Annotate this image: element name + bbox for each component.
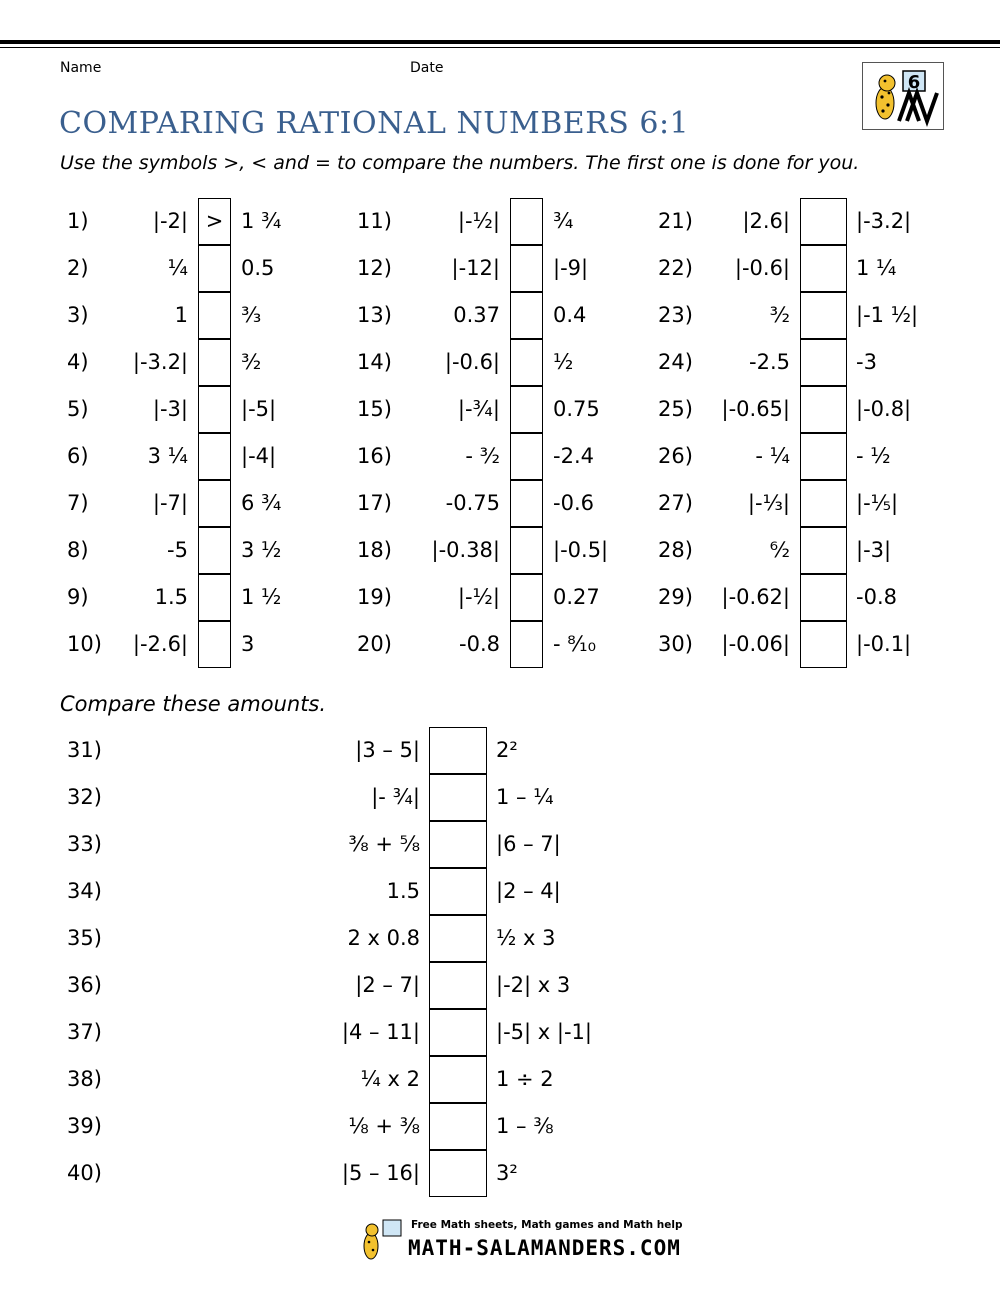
left-expression: |5 – 16| — [341, 1161, 420, 1185]
answer-box[interactable] — [198, 574, 231, 621]
right-value: |-5| — [241, 397, 277, 421]
problem-number: 26) — [658, 444, 693, 468]
right-value: 0.4 — [553, 303, 587, 327]
right-value: ³⁄₃ — [241, 303, 262, 327]
problem-number: 21) — [658, 209, 693, 233]
left-value: -0.8 — [459, 632, 500, 656]
left-value: -5 — [167, 538, 188, 562]
problem-number: 34) — [67, 879, 102, 903]
date-label: Date — [410, 60, 444, 76]
right-value: |-3| — [856, 538, 892, 562]
right-value: |-1 ½| — [856, 303, 919, 327]
answer-box[interactable]: > — [198, 198, 231, 245]
answer-box[interactable] — [198, 245, 231, 292]
problem-number: 29) — [658, 585, 693, 609]
left-value: |-0.6| — [734, 256, 790, 280]
answer-box[interactable] — [429, 1009, 487, 1056]
problem-number: 14) — [357, 350, 392, 374]
left-value: ¼ — [167, 256, 188, 280]
left-value: ⁶⁄₂ — [769, 538, 790, 562]
left-value: |-3| — [152, 397, 188, 421]
right-value: -2.4 — [553, 444, 594, 468]
right-expression: |-5| x |-1| — [496, 1020, 592, 1044]
right-value: -0.6 — [553, 491, 594, 515]
right-value: 0.5 — [241, 256, 275, 280]
problem-number: 22) — [658, 256, 693, 280]
left-expression: |4 – 11| — [341, 1020, 420, 1044]
answer-box[interactable] — [510, 574, 543, 621]
answer-box[interactable] — [510, 292, 543, 339]
answer-box[interactable] — [429, 915, 487, 962]
left-value: |-0.65| — [721, 397, 790, 421]
problem-number: 36) — [67, 973, 102, 997]
answer-box[interactable] — [800, 198, 847, 245]
problem-number: 12) — [357, 256, 392, 280]
answer-box[interactable] — [800, 433, 847, 480]
answer-box[interactable] — [429, 727, 487, 774]
problem-number: 18) — [357, 538, 392, 562]
right-expression: 2² — [496, 738, 518, 762]
answer-box[interactable] — [429, 1150, 487, 1197]
problem-number: 9) — [67, 585, 89, 609]
answer-box[interactable] — [510, 527, 543, 574]
left-value: |-0.62| — [721, 585, 790, 609]
problem-number: 3) — [67, 303, 89, 327]
left-value: 0.37 — [453, 303, 500, 327]
right-value: 6 ¾ — [241, 491, 282, 515]
answer-box[interactable] — [198, 621, 231, 668]
problem-number: 4) — [67, 350, 89, 374]
left-expression: 1.5 — [386, 879, 420, 903]
left-expression: ¼ x 2 — [360, 1067, 420, 1091]
problem-number: 16) — [357, 444, 392, 468]
problem-number: 37) — [67, 1020, 102, 1044]
problem-number: 1) — [67, 209, 89, 233]
problem-number: 10) — [67, 632, 102, 656]
problem-number: 40) — [67, 1161, 102, 1185]
problem-number: 20) — [357, 632, 392, 656]
left-value: |-0.6| — [444, 350, 500, 374]
answer-box[interactable] — [510, 339, 543, 386]
problem-number: 2) — [67, 256, 89, 280]
problem-number: 27) — [658, 491, 693, 515]
left-value: |-2| — [152, 209, 188, 233]
problem-number: 15) — [357, 397, 392, 421]
left-value: |-¹⁄₃| — [747, 491, 790, 515]
right-expression: 3² — [496, 1161, 518, 1185]
problem-number: 6) — [67, 444, 89, 468]
right-value: - ⁸⁄₁₀ — [553, 632, 597, 656]
problem-number: 39) — [67, 1114, 102, 1138]
name-label: Name — [60, 60, 102, 76]
left-value: |-½| — [457, 209, 500, 233]
right-value: |-3.2| — [856, 209, 912, 233]
left-value: 1 — [174, 303, 188, 327]
right-expression: 1 ÷ 2 — [496, 1067, 554, 1091]
left-value: |-3.2| — [132, 350, 188, 374]
answer-box[interactable] — [800, 386, 847, 433]
right-value: ½ — [553, 350, 574, 374]
problem-number: 13) — [357, 303, 392, 327]
right-value: 1 ¾ — [241, 209, 282, 233]
right-value: 0.75 — [553, 397, 600, 421]
answer-box[interactable] — [800, 574, 847, 621]
left-value: - ³⁄₂ — [465, 444, 500, 468]
problem-number: 28) — [658, 538, 693, 562]
answer-box[interactable] — [510, 386, 543, 433]
salamander-logo — [862, 62, 944, 130]
right-expression: ½ x 3 — [496, 926, 556, 950]
right-expression: 1 – ⅜ — [496, 1114, 554, 1138]
answer-box[interactable] — [429, 821, 487, 868]
right-expression: |2 – 4| — [496, 879, 561, 903]
right-expression: 1 – ¼ — [496, 785, 554, 809]
left-value: |-½| — [457, 585, 500, 609]
right-value: |-9| — [553, 256, 589, 280]
problem-number: 5) — [67, 397, 89, 421]
left-value: -2.5 — [749, 350, 790, 374]
answer-box[interactable] — [429, 774, 487, 821]
answer-box[interactable] — [429, 1056, 487, 1103]
answer-box[interactable] — [510, 621, 543, 668]
left-value: |-12| — [451, 256, 500, 280]
left-value: - ¼ — [755, 444, 790, 468]
problem-number: 25) — [658, 397, 693, 421]
answer-box[interactable] — [198, 339, 231, 386]
problem-number: 33) — [67, 832, 102, 856]
problem-number: 17) — [357, 491, 392, 515]
answer-box[interactable] — [800, 527, 847, 574]
top-rule-thin — [0, 47, 1000, 48]
left-value: |-0.06| — [721, 632, 790, 656]
problem-number: 11) — [357, 209, 392, 233]
problem-number: 24) — [658, 350, 693, 374]
left-value: ³⁄₂ — [769, 303, 790, 327]
section2-heading: Compare these amounts. — [60, 692, 327, 716]
right-value: -3 — [856, 350, 877, 374]
left-value: |-¾| — [457, 397, 500, 421]
left-value: |-2.6| — [132, 632, 188, 656]
answer-box[interactable] — [429, 1103, 487, 1150]
left-value: 3 ¼ — [147, 444, 188, 468]
answer-box[interactable] — [800, 621, 847, 668]
right-value: 1 ½ — [241, 585, 282, 609]
answer-box[interactable] — [198, 386, 231, 433]
answer-box[interactable] — [429, 962, 487, 1009]
right-expression: |6 – 7| — [496, 832, 561, 856]
right-value: |-0.8| — [856, 397, 912, 421]
answer-box[interactable] — [510, 198, 543, 245]
instructions: Use the symbols >, < and = to compare the numbers. The first one is done for you. — [60, 152, 860, 174]
left-expression: |- ¾| — [371, 785, 420, 809]
problem-number: 8) — [67, 538, 89, 562]
problem-number: 35) — [67, 926, 102, 950]
footer-tagline: Free Math sheets, Math games and Math help — [411, 1219, 683, 1231]
left-value: |-7| — [152, 491, 188, 515]
left-expression: ⅛ + ⅜ — [348, 1114, 420, 1138]
problem-number: 23) — [658, 303, 693, 327]
answer-box[interactable] — [800, 480, 847, 527]
problem-number: 31) — [67, 738, 102, 762]
right-value: ¾ — [553, 209, 574, 233]
page-title: COMPARING RATIONAL NUMBERS 6:1 — [59, 106, 690, 141]
footer-brand: MATH-SALAMANDERS.COM — [408, 1236, 681, 1260]
left-expression: ³⁄₈ + ⁵⁄₈ — [348, 832, 420, 856]
answer-box[interactable] — [198, 480, 231, 527]
left-expression: 2 x 0.8 — [347, 926, 420, 950]
left-expression: |3 – 5| — [355, 738, 420, 762]
right-value: |-0.5| — [553, 538, 609, 562]
left-expression: |2 – 7| — [355, 973, 420, 997]
answer-box[interactable] — [800, 339, 847, 386]
right-value: 1 ¼ — [856, 256, 897, 280]
problem-number: 7) — [67, 491, 89, 515]
right-value: |-¹⁄₅| — [856, 491, 899, 515]
left-value: -0.75 — [445, 491, 500, 515]
left-value: |-0.38| — [431, 538, 500, 562]
right-value: 0.27 — [553, 585, 600, 609]
problem-number: 38) — [67, 1067, 102, 1091]
top-rule-thick — [0, 40, 1000, 44]
right-value: -0.8 — [856, 585, 897, 609]
answer-box[interactable] — [198, 433, 231, 480]
problem-number: 32) — [67, 785, 102, 809]
answer-box[interactable] — [510, 245, 543, 292]
svg-text:6: 6 — [907, 72, 921, 93]
answer-box[interactable] — [510, 480, 543, 527]
right-value: - ½ — [856, 444, 891, 468]
problem-number: 19) — [357, 585, 392, 609]
right-value: ³⁄₂ — [241, 350, 262, 374]
answer-box[interactable] — [429, 868, 487, 915]
left-value: |2.6| — [742, 209, 790, 233]
right-value: 3 — [241, 632, 255, 656]
answer-box[interactable] — [800, 245, 847, 292]
answer-box[interactable] — [198, 292, 231, 339]
right-value: |-0.1| — [856, 632, 912, 656]
answer-box[interactable] — [800, 292, 847, 339]
right-value: |-4| — [241, 444, 277, 468]
problem-number: 30) — [658, 632, 693, 656]
right-expression: |-2| x 3 — [496, 973, 571, 997]
answer-box[interactable] — [198, 527, 231, 574]
right-value: 3 ½ — [241, 538, 282, 562]
answer-box[interactable] — [510, 433, 543, 480]
left-value: 1.5 — [154, 585, 188, 609]
